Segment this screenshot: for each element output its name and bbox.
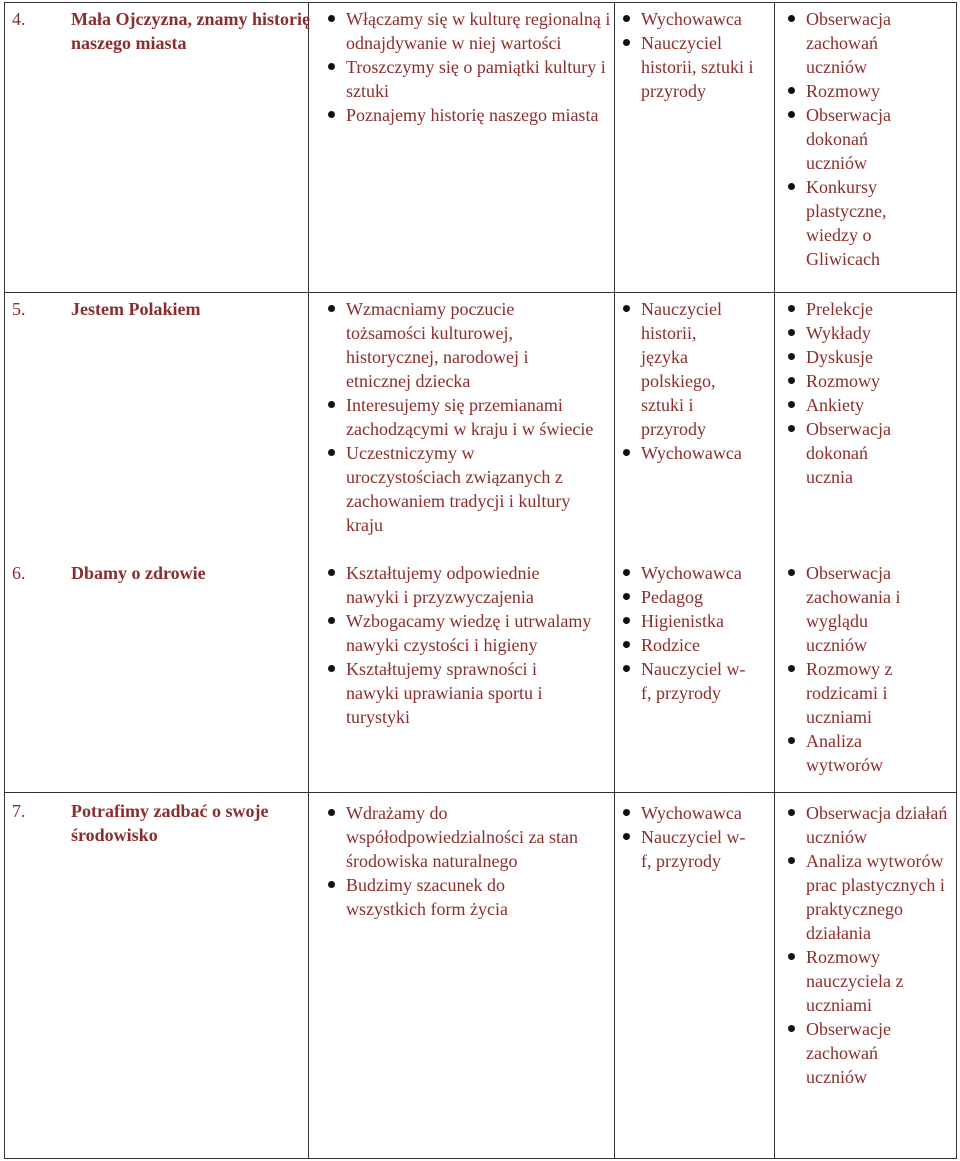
responsible-cell: [621, 3, 771, 103]
list-item: Nauczyciel historii, sztuki i przyrody: [621, 31, 771, 103]
methods-cell: [786, 3, 958, 271]
list-item: Analiza wytworów prac plastycznych i praktycznego działania: [786, 849, 946, 945]
goals-cell: [326, 557, 611, 729]
list-item: Obserwacje zachowań uczniów: [786, 1017, 906, 1089]
list-item: Troszczymy się o pamiątki kultury i sztuki: [326, 55, 611, 103]
list-item: Obserwacja działań uczniów: [786, 801, 958, 849]
list-item: Nauczyciel w-f, przyrody: [621, 657, 751, 705]
list-item: Nauczyciel historii, języka polskiego, sztuki i przyrody: [621, 297, 741, 441]
methods-cell: [786, 557, 958, 777]
list-item: Obserwacja zachowań uczniów: [786, 7, 906, 79]
topic-cell: [12, 557, 312, 583]
table-row: [4, 793, 957, 1158]
table-row: [4, 293, 957, 559]
list-item: Obserwacja zachowania i wyglądu uczniów: [786, 561, 906, 657]
row-number: 7.: [12, 801, 26, 821]
list-item: Analiza wytworów: [786, 729, 886, 777]
list-item: Rozmowy: [786, 79, 958, 103]
list-item: Kształtujemy odpowiednie nawyki i przyzwyczajenia: [326, 561, 576, 609]
list-item: Kształtujemy sprawności i nawyki uprawiania sportu i turystyki: [326, 657, 586, 729]
table-border-bottom: [4, 1158, 957, 1159]
list-item: Rozmowy z rodzicami i uczniami: [786, 657, 906, 729]
list-item: Ankiety: [786, 393, 958, 417]
list-item: Interesujemy się przemianami zachodzącymi w kraju i w świecie: [326, 393, 606, 441]
topic-cell: [12, 293, 312, 319]
table-row-group: [4, 293, 957, 792]
table-row: [4, 3, 957, 292]
list-item: Poznajemy historię naszego miasta: [326, 103, 611, 127]
responsible-cell: [621, 293, 771, 465]
list-item: Włączamy się w kulturę regionalną i odnajdywanie w niej wartości: [326, 7, 611, 55]
topic-title: Jestem Polakiem: [71, 299, 201, 319]
topic-title: Potrafimy zadbać o swoje środowisko: [71, 801, 269, 845]
list-item: Pedagog: [621, 585, 771, 609]
topic-cell: [12, 3, 312, 53]
table-row: [4, 557, 957, 792]
list-item: Rozmowy: [786, 369, 958, 393]
list-item: Wychowawca: [621, 801, 771, 825]
list-item: Wychowawca: [621, 7, 771, 31]
list-item: Wzbogacamy wiedzę i utrwalamy nawyki czystości i higieny: [326, 609, 616, 657]
row-number: 5.: [12, 299, 26, 319]
methods-cell: [786, 793, 958, 1089]
list-item: Konkursy plastyczne, wiedzy o Gliwicach: [786, 175, 916, 271]
list-item: Uczestniczymy w uroczystościach związanych z zachowaniem tradycji i kultury kraju: [326, 441, 586, 537]
responsible-cell: [621, 557, 771, 705]
row-number: 4.: [12, 9, 26, 29]
topic-cell: [12, 793, 312, 845]
list-item: Nauczyciel w-f, przyrody: [621, 825, 751, 873]
list-item: Wychowawca: [621, 561, 771, 585]
list-item: Dyskusje: [786, 345, 958, 369]
row-number: 6.: [12, 563, 26, 583]
list-item: Wdrażamy do współodpowiedzialności za stan środowiska naturalnego: [326, 801, 586, 873]
list-item: Prelekcje: [786, 297, 958, 321]
responsible-cell: [621, 793, 771, 873]
list-item: Wzmacniamy poczucie tożsamości kulturowej, historycznej, narodowej i etnicznej dziecka: [326, 297, 536, 393]
list-item: Obserwacja dokonań ucznia: [786, 417, 906, 489]
goals-cell: [326, 3, 611, 127]
list-item: Wykłady: [786, 321, 958, 345]
list-item: Budzimy szacunek do wszystkich form życia: [326, 873, 546, 921]
list-item: Higienistka: [621, 609, 771, 633]
list-item: Rozmowy nauczyciela z uczniami: [786, 945, 906, 1017]
goals-cell: [326, 793, 611, 921]
list-item: Wychowawca: [621, 441, 771, 465]
list-item: Rodzice: [621, 633, 771, 657]
list-item: Obserwacja dokonań uczniów: [786, 103, 906, 175]
topic-title: Dbamy o zdrowie: [71, 563, 206, 583]
goals-cell: [326, 293, 611, 537]
topic-title: Mała Ojczyzna, znamy historię naszego miasta: [71, 9, 310, 53]
methods-cell: [786, 293, 958, 489]
